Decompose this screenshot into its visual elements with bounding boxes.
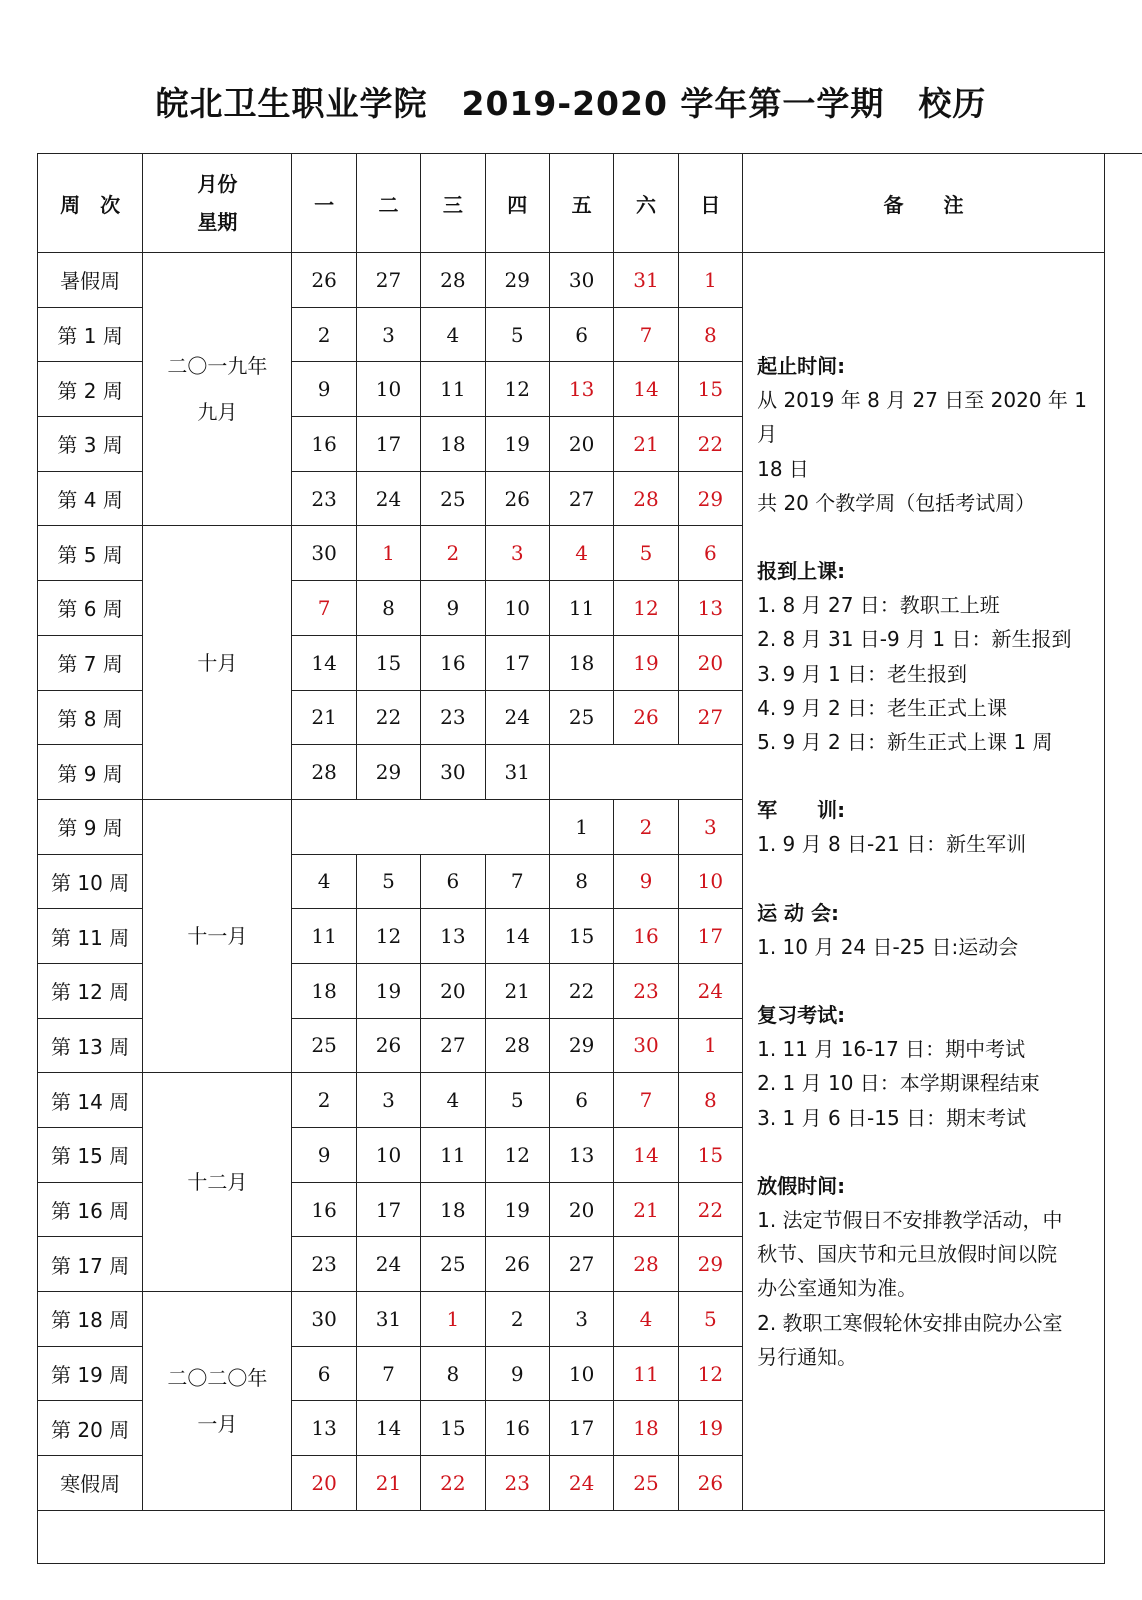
day-cell: 18	[614, 1401, 678, 1456]
day-cell: 5	[614, 526, 678, 581]
day-cell: 11	[292, 909, 356, 964]
day-cell: 18	[292, 963, 356, 1018]
day-cell: 24	[678, 963, 742, 1018]
day-cell: 25	[421, 471, 485, 526]
day-cell: 20	[549, 1182, 613, 1237]
week-label: 暑假周	[38, 253, 143, 308]
day-cell: 1	[356, 526, 420, 581]
note-line: 从 2019 年 8 月 27 日至 2020 年 1 月	[757, 388, 1088, 447]
day-cell: 26	[614, 690, 678, 745]
week-label: 第 1 周	[38, 307, 143, 362]
day-cell: 5	[485, 1073, 549, 1128]
header-day: 六	[614, 154, 678, 253]
month-cell	[143, 253, 292, 526]
day-cell: 27	[549, 471, 613, 526]
header-day: 日	[678, 154, 742, 253]
day-cell: 28	[614, 1237, 678, 1292]
day-cell: 28	[614, 471, 678, 526]
day-cell: 22	[421, 1456, 485, 1511]
day-cell: 23	[421, 690, 485, 745]
header-day: 二	[356, 154, 420, 253]
week-label: 第 14 周	[38, 1073, 143, 1128]
day-cell: 10	[485, 581, 549, 636]
day-cell: 4	[292, 854, 356, 909]
day-cell: 10	[356, 362, 420, 417]
day-cell: 12	[614, 581, 678, 636]
day-cell: 8	[678, 1073, 742, 1128]
day-cell: 3	[549, 1292, 613, 1347]
week-label: 第 2 周	[38, 362, 143, 417]
month-cell	[143, 526, 292, 799]
day-cell: 14	[485, 909, 549, 964]
day-cell: 7	[614, 307, 678, 362]
day-cell: 26	[485, 471, 549, 526]
week-label: 第 9 周	[38, 799, 143, 854]
week-label: 第 20 周	[38, 1401, 143, 1456]
header-day: 五	[549, 154, 613, 253]
day-cell: 4	[421, 1073, 485, 1128]
day-cell: 30	[614, 1018, 678, 1073]
note-line: 18 日	[757, 456, 809, 481]
week-label: 第 19 周	[38, 1346, 143, 1401]
day-cell: 10	[356, 1128, 420, 1183]
day-cell: 7	[292, 581, 356, 636]
day-cell: 14	[614, 362, 678, 417]
note-section	[757, 554, 1096, 759]
header-month	[143, 154, 292, 253]
day-cell: 29	[549, 1018, 613, 1073]
day-cell: 18	[549, 635, 613, 690]
day-cell: 11	[614, 1346, 678, 1401]
day-cell: 17	[678, 909, 742, 964]
day-cell: 20	[549, 417, 613, 472]
week-label: 第 4 周	[38, 471, 143, 526]
day-cell: 19	[485, 417, 549, 472]
month-line1: 二〇一九年	[167, 354, 268, 379]
day-cell: 16	[485, 1401, 549, 1456]
header-week: 周 次	[38, 154, 143, 253]
week-label: 第 12 周	[38, 963, 143, 1018]
day-cell: 2	[485, 1292, 549, 1347]
note-section	[757, 349, 1096, 520]
note-line: 1. 法定节假日不安排教学活动，中	[757, 1208, 1063, 1233]
day-cell: 30	[292, 526, 356, 581]
day-cell: 18	[421, 1182, 485, 1237]
note-line: 4. 9 月 2 日：老生正式上课	[757, 695, 1008, 720]
note-line: 共 20 个教学周（包括考试周）	[757, 490, 1036, 515]
header-day: 一	[292, 154, 356, 253]
month-line2: 九月	[197, 400, 238, 425]
day-cell: 16	[614, 909, 678, 964]
note-heading: 起止时间:	[757, 354, 846, 378]
day-cell: 1	[549, 799, 613, 854]
day-cell: 31	[485, 745, 549, 800]
note-line: 2. 1 月 10 日：本学期课程结束	[757, 1071, 1040, 1096]
day-cell: 16	[292, 1182, 356, 1237]
empty-cell	[292, 799, 550, 854]
day-cell: 8	[421, 1346, 485, 1401]
day-cell: 6	[678, 526, 742, 581]
day-cell: 15	[356, 635, 420, 690]
day-cell: 8	[678, 307, 742, 362]
note-line: 1. 9 月 8 日-21 日：新生军训	[757, 832, 1027, 857]
day-cell: 25	[292, 1018, 356, 1073]
note-line: 另行通知。	[757, 1344, 858, 1369]
day-cell: 17	[485, 635, 549, 690]
page-title: 皖北卫生职业学院 2019-2020 学年第一学期 校历	[155, 84, 987, 123]
day-cell: 22	[678, 1182, 742, 1237]
note-line: 办公室通知为准。	[757, 1276, 918, 1301]
day-cell: 29	[678, 1237, 742, 1292]
day-cell: 20	[292, 1456, 356, 1511]
day-cell: 27	[549, 1237, 613, 1292]
month-line1: 二〇二〇年	[167, 1365, 268, 1390]
day-cell: 1	[678, 253, 742, 308]
day-cell: 21	[614, 1182, 678, 1237]
note-line: 1. 8 月 27 日：教职工上班	[757, 593, 1000, 618]
day-cell: 23	[292, 1237, 356, 1292]
header-month-line2: 星期	[197, 210, 238, 234]
footer-row	[38, 1510, 1105, 1563]
note-section	[757, 998, 1096, 1135]
day-cell: 14	[614, 1128, 678, 1183]
day-cell: 20	[678, 635, 742, 690]
week-label: 第 7 周	[38, 635, 143, 690]
day-cell: 8	[549, 854, 613, 909]
day-cell: 3	[356, 307, 420, 362]
day-cell: 24	[549, 1456, 613, 1511]
note-heading: 运 动 会:	[757, 900, 840, 925]
day-cell: 24	[356, 471, 420, 526]
header-month-line1: 月份	[197, 172, 238, 196]
month-cell	[143, 1292, 292, 1511]
day-cell: 5	[485, 307, 549, 362]
day-cell: 3	[485, 526, 549, 581]
week-label: 第 3 周	[38, 417, 143, 472]
table-edge-line	[1105, 153, 1142, 154]
day-cell: 19	[356, 963, 420, 1018]
day-cell: 10	[678, 854, 742, 909]
week-label: 寒假周	[38, 1456, 143, 1511]
day-cell: 1	[678, 1018, 742, 1073]
day-cell: 25	[421, 1237, 485, 1292]
day-cell: 6	[549, 1073, 613, 1128]
day-cell: 25	[549, 690, 613, 745]
note-line: 3. 9 月 1 日：老生报到	[757, 661, 968, 686]
day-cell: 17	[356, 1182, 420, 1237]
day-cell: 29	[485, 253, 549, 308]
header-day: 三	[421, 154, 485, 253]
day-cell: 12	[485, 1128, 549, 1183]
day-cell: 27	[678, 690, 742, 745]
day-cell: 9	[421, 581, 485, 636]
day-cell: 13	[549, 1128, 613, 1183]
day-cell: 9	[292, 362, 356, 417]
day-cell: 22	[549, 963, 613, 1018]
day-cell: 5	[678, 1292, 742, 1347]
day-cell: 23	[292, 471, 356, 526]
day-cell: 21	[292, 690, 356, 745]
day-cell: 17	[549, 1401, 613, 1456]
month-line1: 十一月	[187, 924, 248, 949]
day-cell: 15	[549, 909, 613, 964]
note-line: 2. 教职工寒假轮休安排由院办公室	[757, 1310, 1063, 1335]
day-cell: 21	[614, 417, 678, 472]
day-cell: 29	[356, 745, 420, 800]
header-day: 四	[485, 154, 549, 253]
day-cell: 18	[421, 417, 485, 472]
day-cell: 19	[614, 635, 678, 690]
day-cell: 16	[421, 635, 485, 690]
day-cell: 9	[614, 854, 678, 909]
week-label: 第 15 周	[38, 1128, 143, 1183]
week-label: 第 8 周	[38, 690, 143, 745]
day-cell: 29	[678, 471, 742, 526]
month-line1: 十二月	[187, 1170, 248, 1195]
day-cell: 22	[678, 417, 742, 472]
day-cell: 6	[421, 854, 485, 909]
day-cell: 14	[292, 635, 356, 690]
day-cell: 26	[678, 1456, 742, 1511]
month-line1: 十月	[197, 650, 238, 675]
day-cell: 19	[485, 1182, 549, 1237]
month-cell	[143, 1073, 292, 1292]
day-cell: 2	[421, 526, 485, 581]
day-cell: 1	[421, 1292, 485, 1347]
day-cell: 11	[421, 362, 485, 417]
note-heading: 军 训:	[757, 798, 846, 823]
day-cell: 13	[421, 909, 485, 964]
week-label: 第 10 周	[38, 854, 143, 909]
note-heading: 复习考试:	[757, 1003, 846, 1028]
day-cell: 2	[292, 307, 356, 362]
day-cell: 11	[421, 1128, 485, 1183]
day-cell: 7	[485, 854, 549, 909]
day-cell: 17	[356, 417, 420, 472]
day-cell: 16	[292, 417, 356, 472]
week-label: 第 6 周	[38, 581, 143, 636]
day-cell: 12	[678, 1346, 742, 1401]
month-cell	[143, 799, 292, 1072]
day-cell: 2	[614, 799, 678, 854]
day-cell: 24	[356, 1237, 420, 1292]
day-cell: 30	[292, 1292, 356, 1347]
day-cell: 4	[421, 307, 485, 362]
day-cell: 21	[356, 1456, 420, 1511]
note-heading: 报到上课:	[757, 559, 846, 584]
day-cell: 23	[485, 1456, 549, 1511]
note-line: 1. 10 月 24 日-25 日:运动会	[757, 934, 1019, 959]
note-line: 3. 1 月 6 日-15 日：期末考试	[757, 1105, 1027, 1130]
day-cell: 15	[421, 1401, 485, 1456]
day-cell: 26	[292, 253, 356, 308]
day-cell: 31	[614, 253, 678, 308]
note-line: 1. 11 月 16-17 日：期中考试	[757, 1037, 1026, 1062]
week-row	[38, 253, 1105, 308]
day-cell: 27	[421, 1018, 485, 1073]
day-cell: 28	[292, 745, 356, 800]
day-cell: 6	[549, 307, 613, 362]
week-label: 第 17 周	[38, 1237, 143, 1292]
day-cell: 9	[292, 1128, 356, 1183]
note-line: 秋节、国庆节和元旦放假时间以院	[757, 1242, 1058, 1267]
note-line: 2. 8 月 31 日-9 月 1 日：新生报到	[757, 627, 1072, 652]
day-cell: 3	[356, 1073, 420, 1128]
note-section	[757, 896, 1096, 964]
day-cell: 11	[549, 581, 613, 636]
day-cell: 26	[485, 1237, 549, 1292]
day-cell: 24	[485, 690, 549, 745]
week-label: 第 5 周	[38, 526, 143, 581]
day-cell: 14	[356, 1401, 420, 1456]
note-section	[757, 793, 1096, 861]
week-label: 第 18 周	[38, 1292, 143, 1347]
day-cell: 28	[485, 1018, 549, 1073]
day-cell: 15	[678, 1128, 742, 1183]
day-cell: 30	[549, 253, 613, 308]
week-label: 第 9 周	[38, 745, 143, 800]
day-cell: 5	[356, 854, 420, 909]
notes-cell	[743, 253, 1105, 1511]
day-cell: 26	[356, 1018, 420, 1073]
day-cell: 4	[614, 1292, 678, 1347]
week-label: 第 13 周	[38, 1018, 143, 1073]
day-cell: 10	[549, 1346, 613, 1401]
day-cell: 12	[356, 909, 420, 964]
header-row	[38, 154, 1105, 253]
header-notes: 备 注	[743, 154, 1105, 253]
day-cell: 13	[549, 362, 613, 417]
day-cell: 15	[678, 362, 742, 417]
day-cell: 31	[356, 1292, 420, 1347]
week-label: 第 11 周	[38, 909, 143, 964]
day-cell: 28	[421, 253, 485, 308]
day-cell: 22	[356, 690, 420, 745]
day-cell: 7	[614, 1073, 678, 1128]
calendar-table	[37, 153, 1105, 1564]
day-cell: 13	[678, 581, 742, 636]
day-cell: 27	[356, 253, 420, 308]
note-heading: 放假时间:	[757, 1173, 846, 1198]
day-cell: 25	[614, 1456, 678, 1511]
day-cell: 7	[356, 1346, 420, 1401]
day-cell: 3	[678, 799, 742, 854]
note-section	[757, 1169, 1096, 1374]
day-cell: 30	[421, 745, 485, 800]
day-cell: 20	[421, 963, 485, 1018]
day-cell: 8	[356, 581, 420, 636]
empty-cell	[549, 745, 742, 800]
day-cell: 23	[614, 963, 678, 1018]
day-cell: 2	[292, 1073, 356, 1128]
note-line: 5. 9 月 2 日：新生正式上课 1 周	[757, 730, 1053, 755]
day-cell: 6	[292, 1346, 356, 1401]
day-cell: 19	[678, 1401, 742, 1456]
day-cell: 12	[485, 362, 549, 417]
day-cell: 21	[485, 963, 549, 1018]
footer-empty-cell	[38, 1510, 1105, 1563]
day-cell: 13	[292, 1401, 356, 1456]
day-cell: 9	[485, 1346, 549, 1401]
month-line2: 一月	[197, 1411, 238, 1436]
week-label: 第 16 周	[38, 1182, 143, 1237]
day-cell: 4	[549, 526, 613, 581]
